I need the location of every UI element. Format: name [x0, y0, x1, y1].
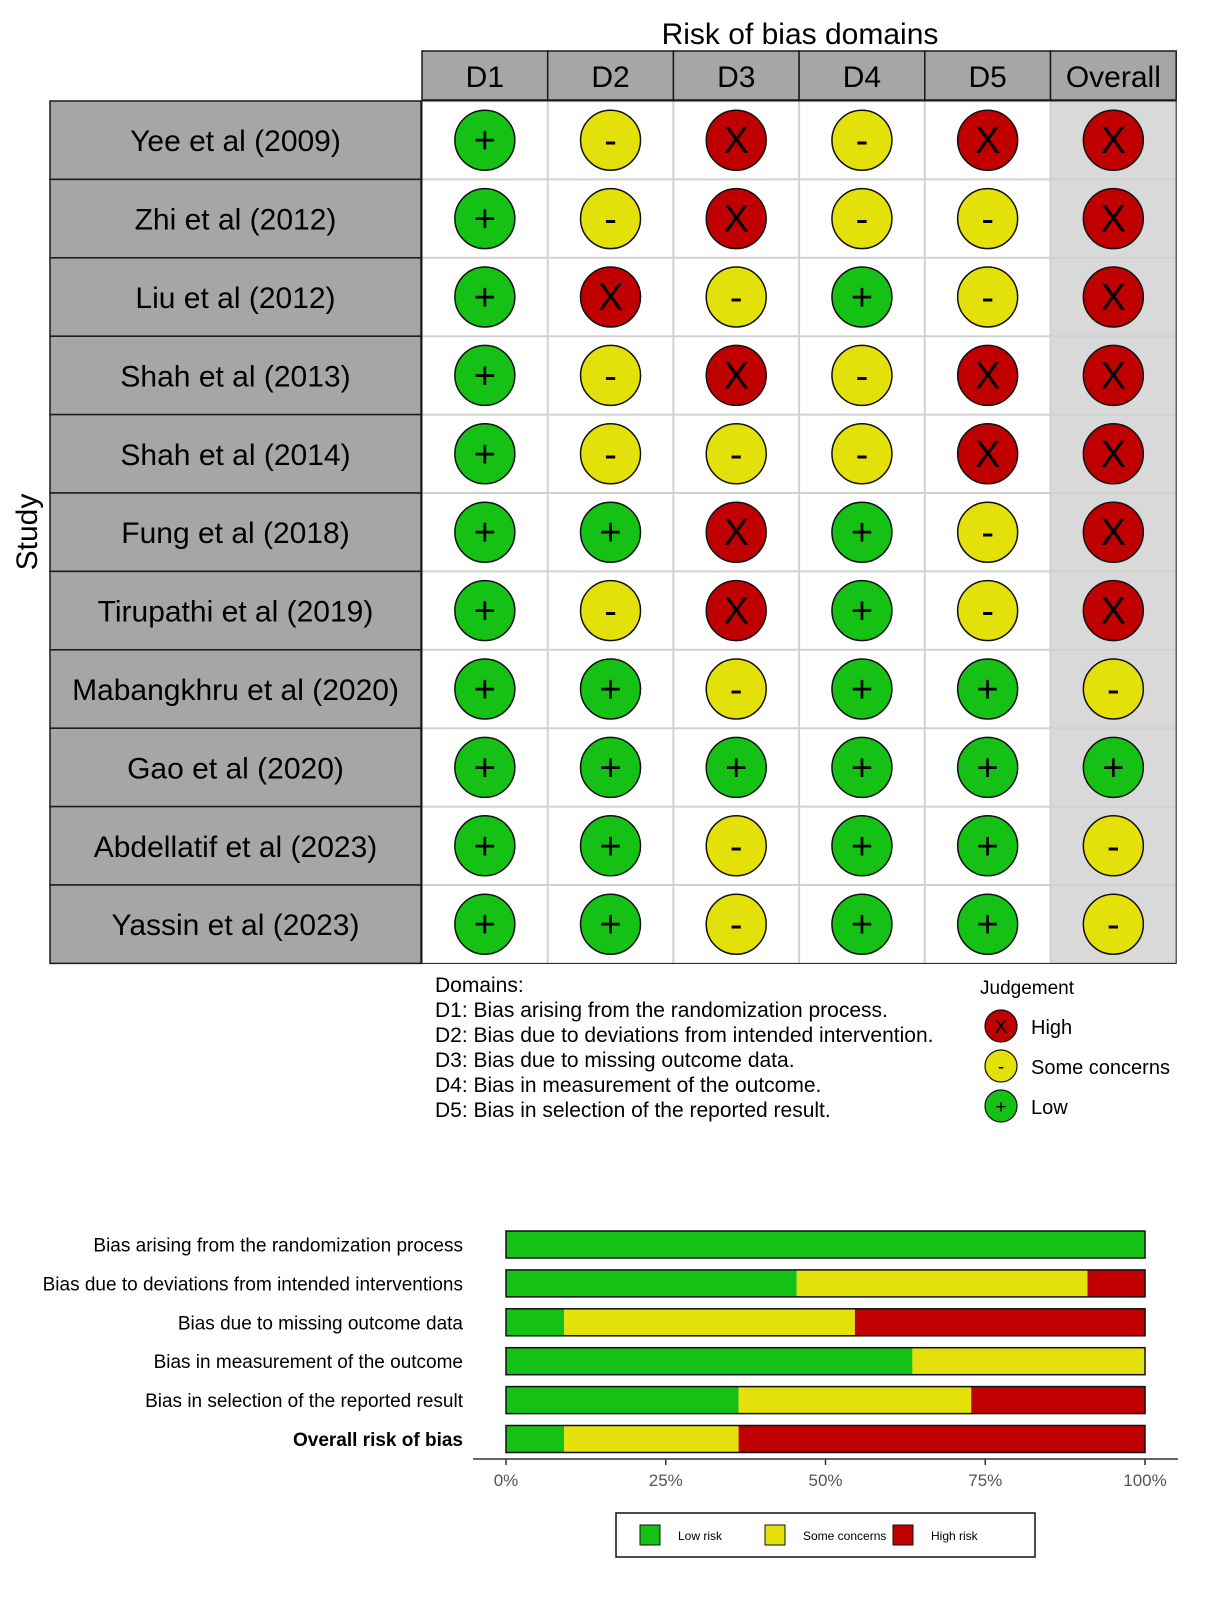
bar-category-label: Bias arising from the randomization process	[93, 1235, 463, 1257]
judgement-marker-some	[581, 189, 641, 249]
judgement-symbol: +	[473, 825, 496, 868]
bar-segment-low-risk	[506, 1309, 564, 1336]
judgement-marker-low	[455, 110, 515, 170]
judgement-symbol: -	[981, 590, 994, 633]
judgement-marker-high	[1083, 267, 1143, 327]
judgement-marker-low	[455, 894, 515, 954]
judgement-marker-low	[455, 816, 515, 876]
judgement-marker-low	[958, 816, 1018, 876]
judgement-marker-high	[958, 345, 1018, 405]
domain-description: D4: Bias in measurement of the outcome.	[435, 1074, 822, 1097]
judgement-marker-high	[958, 424, 1018, 484]
legend-label: High	[1031, 1017, 1073, 1039]
bar-category-label: Bias due to missing outcome data	[177, 1313, 463, 1335]
bar-category-label: Bias in selection of the reported result	[145, 1391, 463, 1413]
column-header-label: D2	[591, 61, 630, 94]
judgement-symbol: -	[1107, 904, 1120, 947]
domains-key	[435, 974, 933, 1122]
judgement-marker-low	[832, 737, 892, 797]
judgement-symbol: X	[723, 512, 749, 555]
stacked-bars	[506, 1231, 1146, 1453]
judgement-symbol: +	[976, 825, 999, 868]
bar-segment-some-concerns	[739, 1387, 972, 1414]
judgement-marker-low	[455, 267, 515, 327]
judgement-symbol: X	[723, 590, 749, 633]
judgement-symbol: -	[604, 355, 617, 398]
judgement-symbol: +	[850, 512, 874, 555]
study-label: Fung et al (2018)	[121, 517, 350, 551]
judgement-symbol: +	[725, 747, 748, 790]
judgement-marker-some	[706, 894, 766, 954]
summary-bar-plot	[0, 1210, 1212, 1600]
judgement-symbol: X	[974, 120, 1001, 163]
judgement-marker-low	[581, 502, 641, 562]
column-header-label: D3	[717, 61, 756, 94]
judgement-symbol: +	[850, 590, 874, 633]
judgement-marker-low	[958, 659, 1018, 719]
study-label: Zhi et al (2012)	[134, 203, 337, 237]
column-header-label: D4	[842, 61, 882, 94]
judgement-symbol: -	[729, 277, 743, 319]
bar-legend-label: Some concerns	[803, 1529, 887, 1543]
x-tick-label: 0%	[493, 1471, 519, 1490]
judgement-symbol: +	[473, 120, 496, 163]
bar-category-labels	[43, 1236, 464, 1452]
judgement-marker-high	[706, 189, 766, 249]
judgement-symbol: -	[604, 198, 617, 241]
judgement-marker-some	[958, 189, 1018, 249]
judgement-symbol: -	[981, 512, 994, 555]
judgement-marker-low	[1083, 737, 1143, 797]
judgement-symbol: X	[1100, 433, 1127, 476]
legend-symbol: +	[995, 1097, 1007, 1118]
judgement-symbol: +	[473, 198, 496, 241]
domain-description: D5: Bias in selection of the reported result.	[435, 1099, 831, 1122]
judgement-marker-low	[706, 737, 766, 797]
study-label: Yee et al (2009)	[130, 125, 341, 159]
study-label: Liu et al (2012)	[135, 282, 336, 315]
judgement-symbol: X	[1100, 120, 1127, 163]
judgement-marker-low	[581, 737, 641, 797]
judgement-symbol: X	[1100, 590, 1127, 633]
judgement-marker-some	[832, 110, 892, 170]
judgement-legend	[980, 978, 1170, 1122]
column-header-label: Overall	[1065, 61, 1161, 94]
judgement-symbol: X	[1100, 198, 1127, 241]
judgement-symbol: +	[599, 825, 622, 868]
x-tick-label: 50%	[808, 1471, 843, 1490]
judgement-symbol: +	[850, 825, 874, 868]
bar-legend-swatch	[893, 1525, 913, 1545]
study-label: Gao et al (2020)	[127, 752, 344, 786]
judgement-marker-high	[1083, 110, 1143, 170]
column-header-label: D5	[968, 61, 1007, 94]
legend-symbol: -	[997, 1057, 1005, 1078]
judgement-marker-some	[581, 581, 641, 641]
bar-segment-low-risk	[506, 1270, 797, 1297]
judgement-symbol: -	[604, 590, 617, 633]
judgement-symbol: +	[599, 512, 622, 555]
judgement-symbol: +	[473, 669, 496, 711]
judgement-marker-some	[1083, 816, 1143, 876]
judgement-symbol: X	[1100, 355, 1127, 398]
judgement-symbol: X	[974, 355, 1001, 398]
judgement-marker-low	[832, 894, 892, 954]
study-label: Yassin et al (2023)	[111, 909, 360, 943]
bar-segment-high-risk	[971, 1387, 1145, 1414]
judgement-marker-some	[832, 189, 892, 249]
bar-segment-some-concerns	[564, 1426, 738, 1453]
bar-legend-swatch	[765, 1525, 785, 1545]
bar-segment-low-risk	[506, 1426, 564, 1453]
judgement-marker-high	[706, 345, 766, 405]
judgement-marker-low	[832, 581, 892, 641]
judgement-symbol: X	[597, 277, 624, 319]
judgement-symbol: -	[604, 120, 617, 163]
bar-segment-some-concerns	[797, 1270, 1088, 1297]
judgement-symbol: -	[855, 355, 869, 398]
judgement-marker-low	[455, 424, 515, 484]
judgement-marker-low	[581, 659, 641, 719]
judgement-symbol: +	[976, 904, 999, 947]
judgement-marker-some	[706, 267, 766, 327]
bar-segment-low-risk	[506, 1387, 739, 1414]
judgement-symbol: -	[855, 120, 869, 163]
judgement-symbol: +	[473, 590, 496, 633]
judgement-marker-low	[832, 659, 892, 719]
judgement-symbol: -	[1107, 825, 1120, 868]
study-label: Shah et al (2013)	[120, 360, 351, 394]
judgement-marker-high	[1083, 502, 1143, 562]
judgement-marker-some	[832, 345, 892, 405]
judgement-symbol: X	[723, 198, 749, 241]
column-header-label: D1	[465, 61, 505, 94]
judgement-marker-some	[958, 502, 1018, 562]
judgement-marker-high	[706, 110, 766, 170]
judgement-marker-low	[958, 894, 1018, 954]
judgement-marker-low	[832, 267, 892, 327]
judgement-marker-low	[455, 502, 515, 562]
judgement-symbol: -	[729, 904, 743, 947]
legend-title: Judgement	[980, 978, 1075, 999]
judgement-marker-low	[455, 189, 515, 249]
judgement-symbol: -	[855, 198, 869, 241]
judgement-symbol: -	[981, 277, 994, 319]
bar-segment-high-risk	[739, 1426, 1145, 1453]
judgement-symbol: -	[855, 433, 869, 476]
judgement-marker-some	[706, 659, 766, 719]
judgement-marker-some	[706, 816, 766, 876]
legend-label: Some concerns	[1031, 1057, 1170, 1079]
judgement-symbol: +	[473, 277, 496, 319]
bar-segment-some-concerns	[912, 1348, 1145, 1375]
domain-description: D2: Bias due to deviations from intended intervention.	[435, 1024, 934, 1047]
judgement-marker-some	[1083, 659, 1143, 719]
judgement-symbol: -	[729, 825, 743, 868]
traffic-light-grid	[50, 51, 1176, 963]
judgement-symbol: +	[850, 669, 874, 711]
judgement-symbol: +	[473, 904, 496, 947]
x-tick-label: 25%	[648, 1471, 683, 1490]
judgement-marker-high	[1083, 424, 1143, 484]
judgement-marker-low	[581, 816, 641, 876]
judgement-marker-high	[958, 110, 1018, 170]
judgement-marker-low	[455, 345, 515, 405]
judgement-marker-low	[455, 659, 515, 719]
judgement-marker-high	[706, 581, 766, 641]
bar-legend-label: Low risk	[678, 1529, 723, 1543]
judgement-symbol: -	[1107, 669, 1120, 711]
judgement-marker-some	[1083, 894, 1143, 954]
legend-label: Low	[1031, 1097, 1068, 1119]
bar-category-label: Bias due to deviations from intended interventions	[42, 1274, 463, 1296]
judgement-marker-low	[832, 502, 892, 562]
judgement-symbol: +	[473, 355, 496, 398]
study-label: Shah et al (2014)	[120, 438, 351, 472]
judgement-marker-high	[581, 267, 641, 327]
judgement-symbol: X	[1100, 277, 1127, 319]
domain-description: D3: Bias due to missing outcome data.	[435, 1049, 795, 1072]
judgement-marker-some	[706, 424, 766, 484]
judgement-symbol: X	[974, 433, 1001, 476]
x-axis	[473, 1459, 1178, 1490]
judgement-symbol: +	[473, 433, 496, 476]
judgement-symbol: X	[723, 120, 749, 163]
domain-description: D1: Bias arising from the randomization process.	[435, 999, 888, 1022]
study-label: Tirupathi et al (2019)	[97, 595, 374, 629]
bar-legend-label: High risk	[931, 1529, 978, 1543]
judgement-symbol: +	[599, 747, 622, 790]
judgement-marker-high	[1083, 189, 1143, 249]
judgement-symbol: +	[473, 512, 496, 555]
judgement-symbol: +	[599, 669, 622, 711]
judgement-symbol: +	[850, 747, 874, 790]
bar-category-label: Overall risk of bias	[292, 1430, 463, 1451]
judgement-marker-high	[1083, 345, 1143, 405]
judgement-symbol: -	[729, 669, 743, 711]
legend-symbol: X	[994, 1017, 1008, 1038]
y-axis-label: Study	[11, 493, 44, 571]
judgement-symbol: X	[1100, 512, 1127, 555]
judgement-marker-some	[832, 424, 892, 484]
judgement-symbol: +	[850, 277, 874, 319]
judgement-marker-some	[581, 424, 641, 484]
bar-legend-swatch	[640, 1525, 660, 1545]
bar-segment-high-risk	[855, 1309, 1146, 1336]
judgement-symbol: X	[723, 355, 749, 398]
judgement-marker-low	[832, 816, 892, 876]
judgement-marker-low	[581, 894, 641, 954]
judgement-marker-low	[455, 737, 515, 797]
bar-segment-low-risk	[506, 1231, 1145, 1258]
judgement-symbol: +	[1102, 747, 1125, 790]
judgement-symbol: +	[599, 904, 622, 947]
judgement-marker-some	[581, 110, 641, 170]
plot-title: Risk of bias domains	[661, 18, 939, 51]
study-label: Abdellatif et al (2023)	[93, 830, 378, 864]
judgement-symbol: -	[729, 433, 743, 476]
bar-category-label: Bias in measurement of the outcome	[153, 1352, 463, 1374]
judgement-marker-high	[706, 502, 766, 562]
judgement-symbol: -	[981, 198, 994, 241]
bar-segment-high-risk	[1087, 1270, 1145, 1297]
domains-title: Domains:	[435, 974, 524, 997]
judgement-marker-low	[455, 581, 515, 641]
judgement-symbol: +	[473, 747, 496, 790]
judgement-marker-some	[958, 581, 1018, 641]
judgement-symbol: +	[850, 904, 874, 947]
judgement-symbol: +	[976, 669, 999, 711]
judgement-marker-low	[958, 737, 1018, 797]
study-label: Mabangkhru et al (2020)	[72, 674, 399, 707]
judgement-symbol: -	[604, 433, 617, 476]
bar-segment-some-concerns	[564, 1309, 855, 1336]
bar-legend	[616, 1513, 1035, 1557]
judgement-marker-high	[1083, 581, 1143, 641]
bar-segment-low-risk	[506, 1348, 912, 1375]
judgement-marker-some	[958, 267, 1018, 327]
judgement-symbol: +	[976, 747, 999, 790]
x-tick-label: 75%	[968, 1471, 1003, 1490]
x-tick-label: 100%	[1123, 1471, 1167, 1490]
judgement-marker-some	[581, 345, 641, 405]
